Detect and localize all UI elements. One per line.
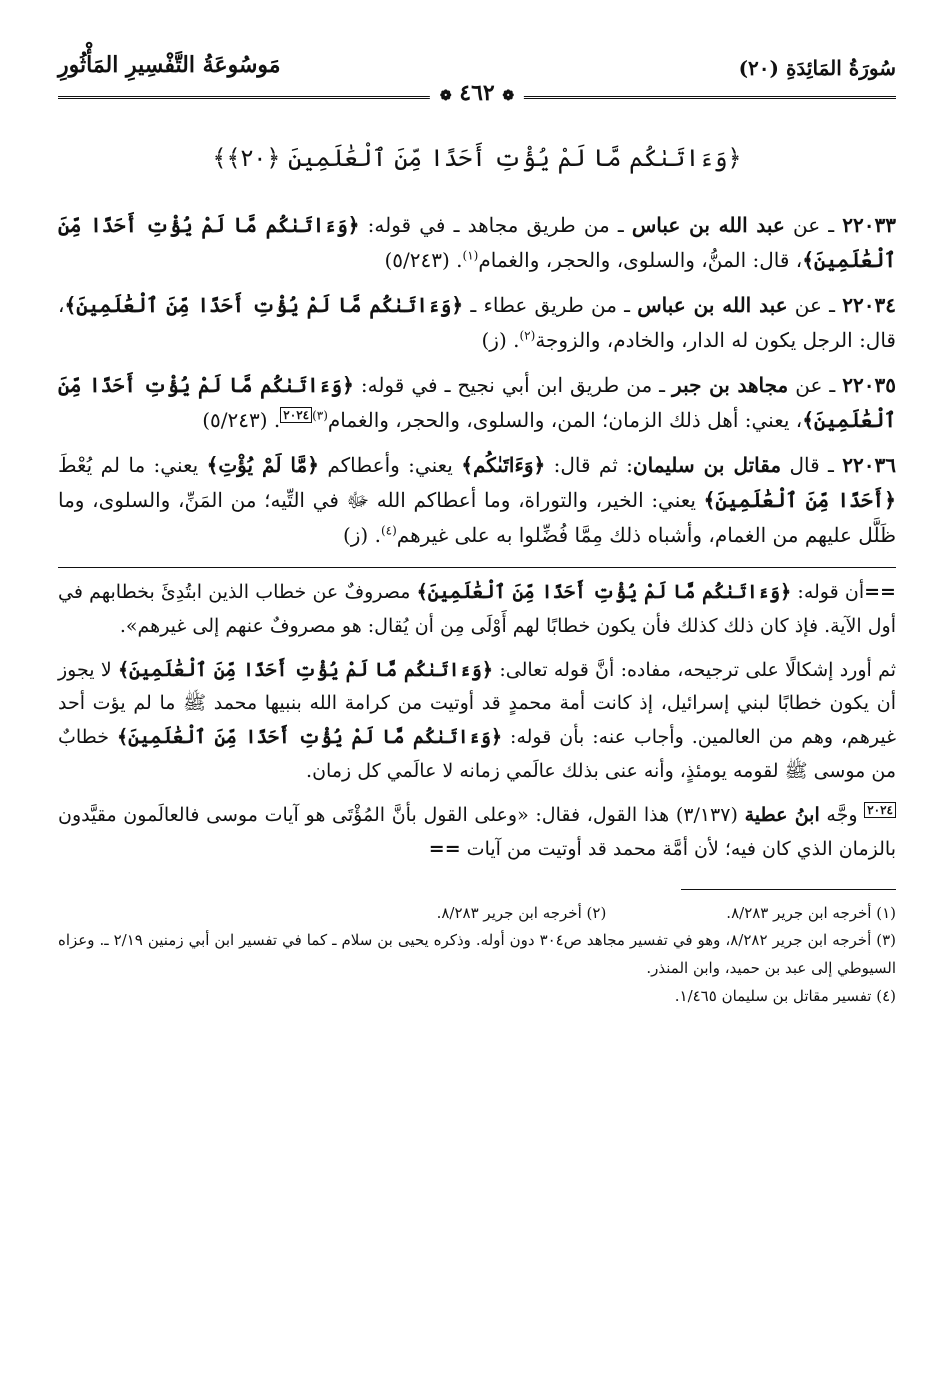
commentary-text: ثم أورد إشكالًا على ترجيحه، مفاده: أنَّ قوله تعالى:: [493, 658, 896, 681]
entry-text: يعني: وأعطاكم: [318, 453, 462, 477]
quran-quote: ﴿وَءَاتَىٰكُم مَّا لَمْ يُؤْتِ أَحَدًا مِّنَ ٱلْعَٰلَمِينَ﴾: [58, 373, 896, 432]
footnote-ref[interactable]: (٢): [519, 328, 536, 343]
entry-4: [58, 448, 896, 553]
narrator-name: عبد الله بن عباس: [631, 213, 785, 237]
source-ref: . (٥/٢٤٣): [384, 248, 463, 272]
commentary-text: لا يجوز أن يكون خطابًا لبني إسرائيل، إذ كانت أمة محمدٍ قد أوتيت من كرامة الله بنبيها محمد ﷺ ما لم يؤت أحد غيرهم، وهم من العالمين. وأجاب عنه: بأن قوله:: [58, 658, 897, 749]
scholar-name: ابنُ عطية: [744, 803, 820, 826]
quran-quote: ﴿وَءَاتَىٰكُم مَّا لَمْ يُؤْتِ أَحَدًا مِّنَ ٱلْعَٰلَمِينَ﴾: [416, 581, 792, 603]
commentary-separator: [58, 567, 896, 568]
entry-text: : ثم قال:: [545, 453, 633, 477]
source-ref: . (٥/٢٤٣): [202, 408, 281, 432]
quran-quote: ﴿وَءَاتَىٰكُم﴾: [461, 453, 546, 477]
footnote-ref[interactable]: (٤): [380, 523, 397, 538]
narrator-name: مقاتل بن سليمان: [632, 453, 782, 477]
commentary-text: خطابٌ من موسى ﷺ لقومه يومئذٍ، وأنه عنى بذلك عالَمي زمانه لا عالَمي كل زمان.: [58, 726, 896, 783]
narrator-name: عبد الله بن عباس: [637, 293, 788, 317]
entry-number: ٢٢٠٣٦: [842, 453, 896, 477]
page-header: [58, 40, 896, 110]
commentary-text: وجَّه: [819, 803, 865, 826]
book-title: مَوسُوعَةُ التَّفْسِيرِ المَأْثُورِ: [58, 52, 281, 78]
entry-number: ٢٢٠٣٥: [842, 373, 897, 397]
entry-text: ـ عن: [787, 293, 843, 317]
commentary-para-1: [58, 576, 896, 644]
entry-text: ـ عن: [784, 213, 843, 237]
entry-text: ـ من طريق مجاهد ـ في قوله:: [359, 213, 632, 237]
footnote-ref[interactable]: (٣): [312, 408, 328, 423]
quran-quote: ﴿وَءَاتَىٰكُم مَّا لَمْ يُؤْتِ أَحَدًا مِّنَ ٱلْعَٰلَمِينَ﴾: [64, 293, 464, 317]
continuation-mark: ==: [864, 581, 896, 603]
footnote-row: [58, 900, 896, 928]
entry-text: ، يعني: أهل ذلك الزمان؛ المن، والسلوى، والحجر، والغمام: [327, 408, 803, 432]
page-number: ٤٦٢: [459, 80, 495, 106]
footnote-separator: [681, 889, 896, 890]
quran-quote: ﴿وَءَاتَىٰكُم مَّا لَمْ يُؤْتِ أَحَدًا مِّنَ ٱلْعَٰلَمِينَ﴾: [58, 213, 896, 272]
commentary-section: [58, 576, 896, 867]
commentary-text: مصروفٌ عن خطاب الذين ابتُدِئَ بخطابهم في أول الآية. فإذ كان ذلك كذلك فأن يكون خطابًا لهم أَوْلَى مِن أن يُقال: هو مصروفٌ عنهم إلى غيرهم».: [58, 581, 896, 637]
page: [58, 40, 896, 1350]
narrator-name: مجاهد بن جبر: [672, 373, 789, 397]
entry-text: يعني: ما لم يُعْطَ: [58, 453, 207, 477]
commentary-ref-box[interactable]: ٢٠٢٤: [280, 407, 312, 423]
commentary-para-2: [58, 654, 896, 789]
entry-text: ـ من طريق ابن أبي نجيح ـ في قوله:: [353, 373, 673, 397]
quran-quote: ﴿مَّا لَمْ يُؤْتِ﴾: [206, 453, 319, 477]
entry-2: [58, 288, 896, 358]
surah-title: سُورَةُ المَائِدَةِ (٢٠): [738, 56, 896, 80]
entry-text: ـ قال: [781, 453, 843, 477]
entry-3: [58, 368, 896, 438]
quran-quote: ﴿وَءَاتَىٰكُم مَّا لَمْ يُؤْتِ أَحَدًا مِّنَ ٱلْعَٰلَمِينَ﴾: [116, 726, 503, 749]
footnote-ref[interactable]: (١): [462, 248, 479, 263]
quran-quote: ﴿أَحَدًا مِّنَ ٱلْعَٰلَمِينَ﴾: [703, 488, 896, 512]
ornament-icon: ❁: [502, 88, 515, 104]
footnotes: [58, 900, 896, 1011]
entry-number: ٢٢٠٣٤: [842, 293, 897, 317]
source-ref: . (ز): [481, 328, 520, 352]
entry-text: يعني: الخير، والتوراة، وما أعطاكم الله ﷻ في التِّيه؛ من المَنِّ، والسلوى، وما ظَلَّل عليهم من الغمام، وأشباه ذلك مِمَّا فُضِّلوا به على غيرهم: [58, 488, 896, 547]
footnote-2: (٢) أخرجه ابن جرير ٨/٢٨٣.: [436, 903, 607, 922]
entry-text: ـ عن: [788, 373, 843, 397]
continuation-mark: ==: [428, 837, 461, 860]
ornament-icon: ❁: [439, 88, 452, 104]
source-ref: . (ز): [342, 523, 381, 547]
entry-text: ـ من طريق عطاء ـ: [463, 293, 638, 317]
footnote-4: (٤) تفسير مقاتل بن سليمان ١/٤٦٥.: [674, 986, 896, 1005]
entry-text: ، قال: الرجل يكون له الدار، والخادم، والزوجة: [58, 293, 896, 352]
footnote-3: (٣) أخرجه ابن جرير ٨/٢٨٢، وهو في تفسير مجاهد ص٣٠٤ دون أوله. وذكره يحيى بن سلام ـ كما في تفسير ابن أبي زمنين ٢/١٩ ـ. وعزاه السيوطي إلى عبد بن حميد، وابن المنذر.: [58, 931, 896, 977]
entry-text: ، قال: المنُّ، والسلوى، والحجر، والغمام: [478, 248, 803, 272]
commentary-para-3: [58, 799, 896, 867]
footnote-1: (١) أخرجه ابن جرير ٨/٢٨٣.: [726, 903, 896, 922]
entry-number: ٢٢٠٣٣: [842, 213, 896, 237]
commentary-text: أن قوله:: [791, 581, 865, 603]
commentary-ref-box[interactable]: ٢٠٢٤: [864, 802, 896, 818]
commentary-text: (٣/١٣٧) هذا القول، فقال: «وعلى القول بأنَّ المُؤْتَى هو آيات موسى فالعالَمون مقيَّدون بالزمان الذي كان فيه؛ لأن أمَّة محمد قد أوتيت من آيات: [58, 803, 896, 860]
ayah-heading: ﴿وَءَاتَىٰكُم مَّا لَمْ يُؤْتِ أَحَدًا مِّنَ ٱلْعَٰلَمِينَ ﴿٢٠﴾﴾: [212, 144, 742, 172]
quran-quote: ﴿وَءَاتَىٰكُم مَّا لَمْ يُؤْتِ أَحَدًا مِّنَ ٱلْعَٰلَمِينَ﴾: [117, 658, 494, 681]
page-number-box: [430, 80, 524, 106]
entry-1: [58, 208, 896, 278]
